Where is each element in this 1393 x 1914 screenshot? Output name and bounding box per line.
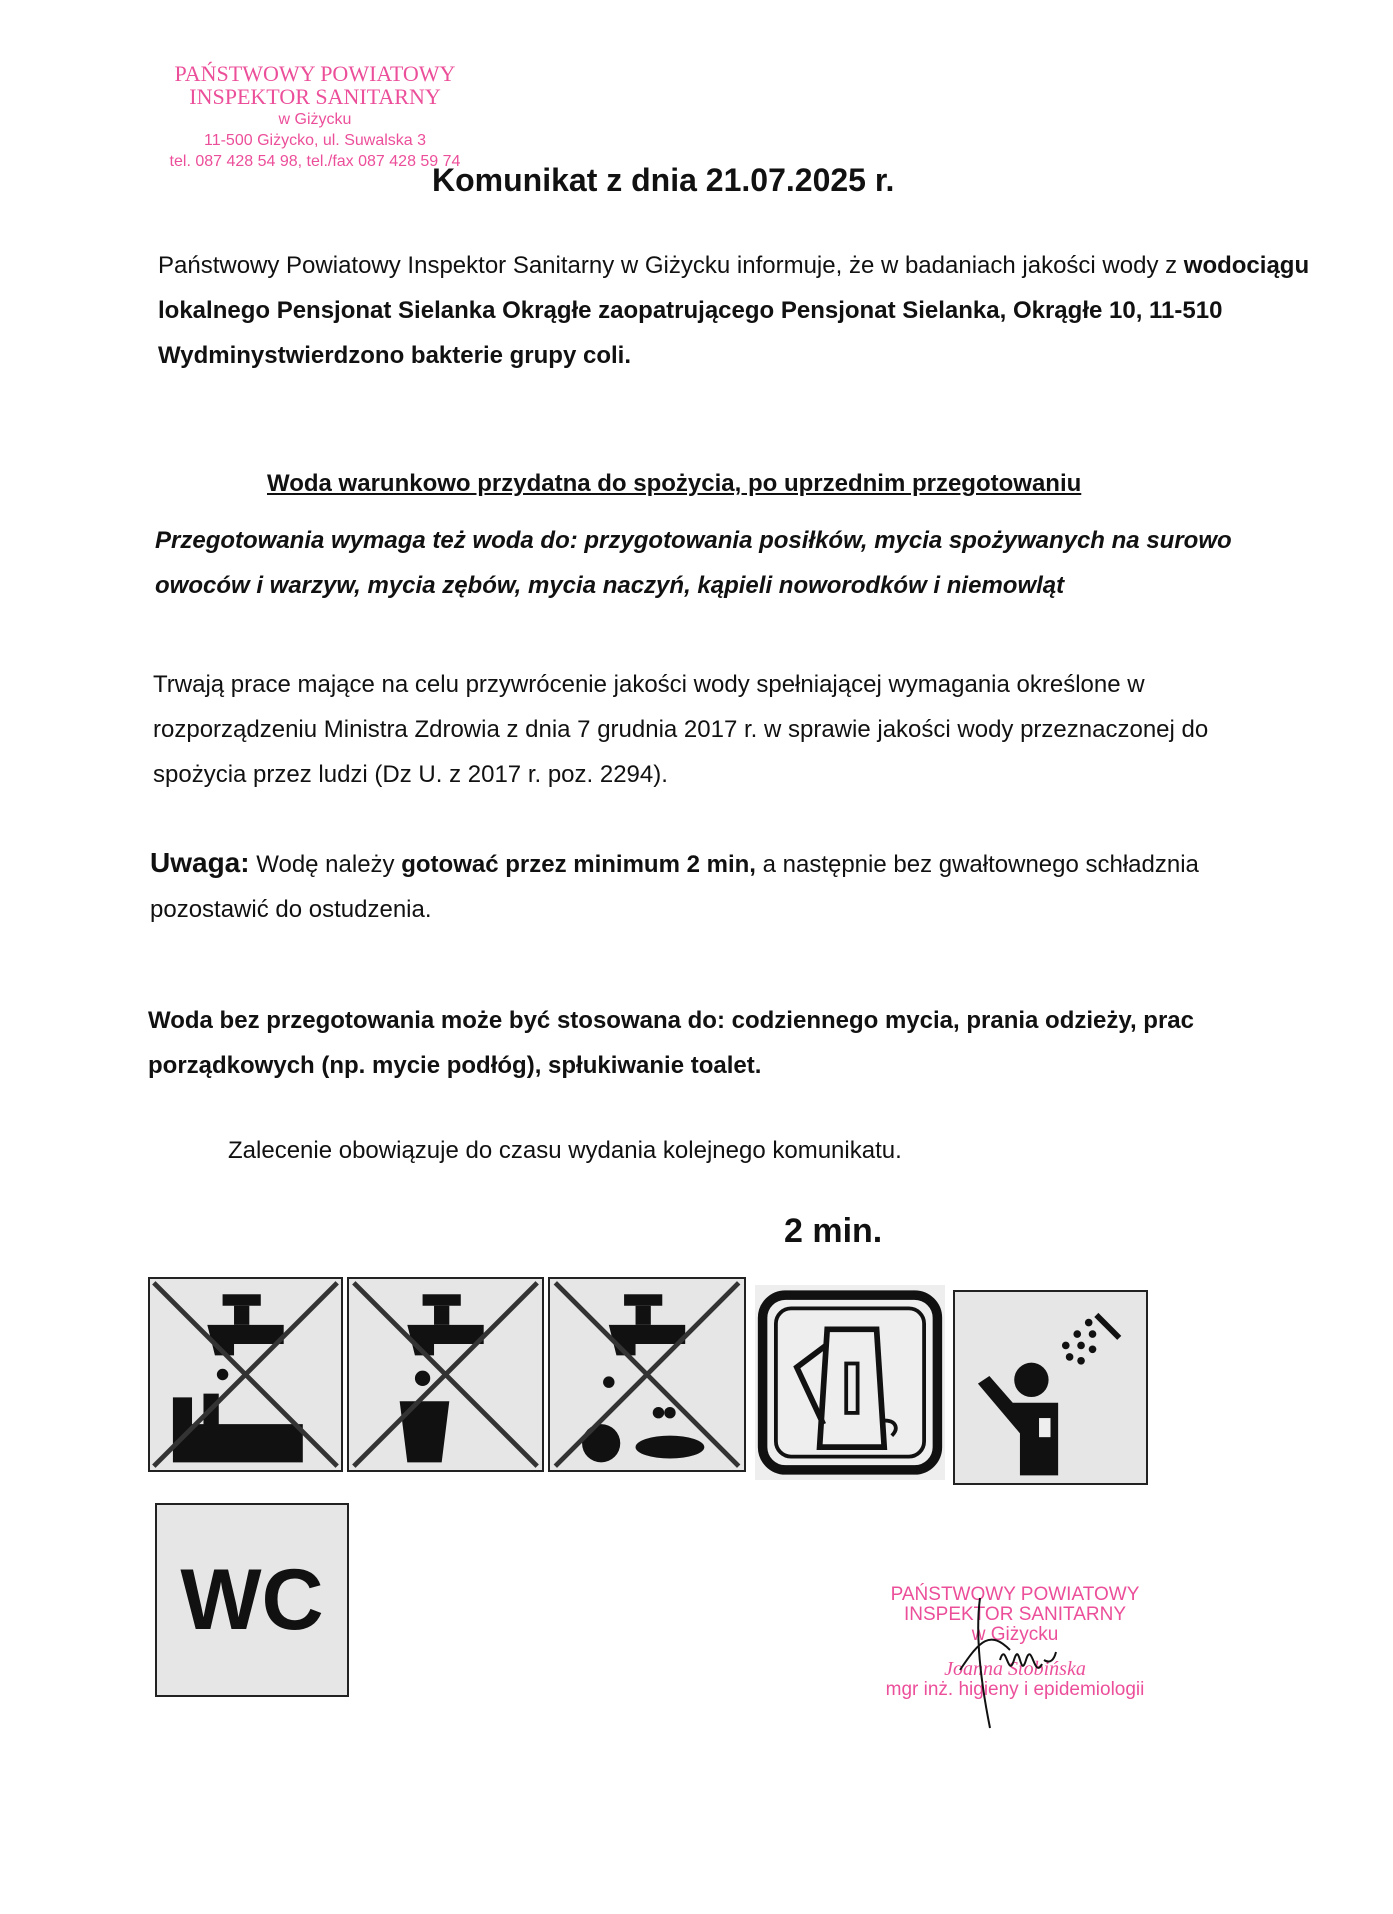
intro-paragraph bbox=[158, 243, 1318, 378]
no-boil-use-paragraph: Woda bez przegotowania może być stosowana do: codziennego mycia, prania odzieży, prac porządkowych (np. mycie podłóg), spłukiwanie toalet. bbox=[148, 1007, 1194, 1079]
warning-paragraph bbox=[150, 840, 1280, 932]
stamp-line: PAŃSTWOWY POWIATOWY bbox=[174, 61, 456, 86]
page-title: Komunikat z dnia 21.07.2025 r. bbox=[432, 162, 895, 198]
signatory-name: Joanna Stobińska bbox=[944, 1657, 1086, 1680]
warning-text: a następnie bez gwałtownego schładznia pozostawić do ostudzenia. bbox=[150, 851, 1199, 923]
kettle-icon bbox=[755, 1285, 945, 1480]
intro-bold-text: wodociągu lokalnego Pensjonat Sielanka Okrągłe zaopatrującego Pensjonat Sielanka, Okrągłe 10, 11-510 Wydminystwierdzono bakterie grupy coli. bbox=[158, 252, 1310, 369]
boil-time-label: 2 min. bbox=[784, 1212, 883, 1250]
stamp-line: tel. 087 428 54 98, tel./fax 087 428 59 74 bbox=[169, 152, 461, 170]
no-tap-drinking-icon bbox=[347, 1277, 544, 1472]
wc-icon bbox=[155, 1503, 349, 1697]
section-heading: Woda warunkowo przydatna do spożycia, po uprzednim przegotowaniu bbox=[267, 470, 1082, 497]
intro-text: Państwowy Powiatowy Inspektor Sanitarny w Giżycku informuje, że w badaniach jakości wody z bbox=[158, 252, 1184, 279]
boil-required-note: Przegotowania wymaga też woda do: przygotowania posiłków, mycia spożywanych na surowo owoców i warzyw, mycia zębów, mycia naczyń, kąpieli noworodków i niemowląt bbox=[155, 527, 1232, 599]
stamp-line: 11-500 Giżycko, ul. Suwalska 3 bbox=[203, 131, 427, 149]
warning-bold: gotować przez minimum 2 min, bbox=[401, 851, 756, 878]
shower-icon bbox=[953, 1290, 1148, 1485]
stamp-line: INSPEKTOR SANITARNY bbox=[189, 84, 441, 110]
no-tap-fruit-icon bbox=[548, 1277, 746, 1472]
stamp-line: w Giżycku bbox=[278, 111, 352, 129]
header-stamp bbox=[140, 62, 490, 171]
warning-text: Wodę należy bbox=[249, 851, 402, 878]
no-tap-dishes-icon bbox=[148, 1277, 343, 1472]
validity-note: Zalecenie obowiązuje do czasu wydania kolejnego komunikatu. bbox=[228, 1137, 902, 1164]
stamp-line: INSPEKTOR SANITARNY bbox=[903, 1603, 1127, 1625]
works-paragraph: Trwają prace mające na celu przywrócenie jakości wody spełniającej wymagania określone w rozporządzeniu Ministra Zdrowia z dnia 7 grudnia 2017 r. w sprawie jakości wody przeznaczonej do spożycia przez ludzi (Dz U. z 2017 r. poz. 2294). bbox=[153, 671, 1209, 788]
wc-label: WC bbox=[180, 1551, 324, 1648]
warning-label: Uwaga: bbox=[150, 847, 250, 878]
stamp-line: w Giżycku bbox=[971, 1623, 1059, 1645]
signatory-title: mgr inż. higieny i epidemiologii bbox=[885, 1678, 1145, 1700]
stamp-line: PAŃSTWOWY POWIATOWY bbox=[890, 1584, 1140, 1605]
handwritten-signature bbox=[940, 1590, 1100, 1740]
